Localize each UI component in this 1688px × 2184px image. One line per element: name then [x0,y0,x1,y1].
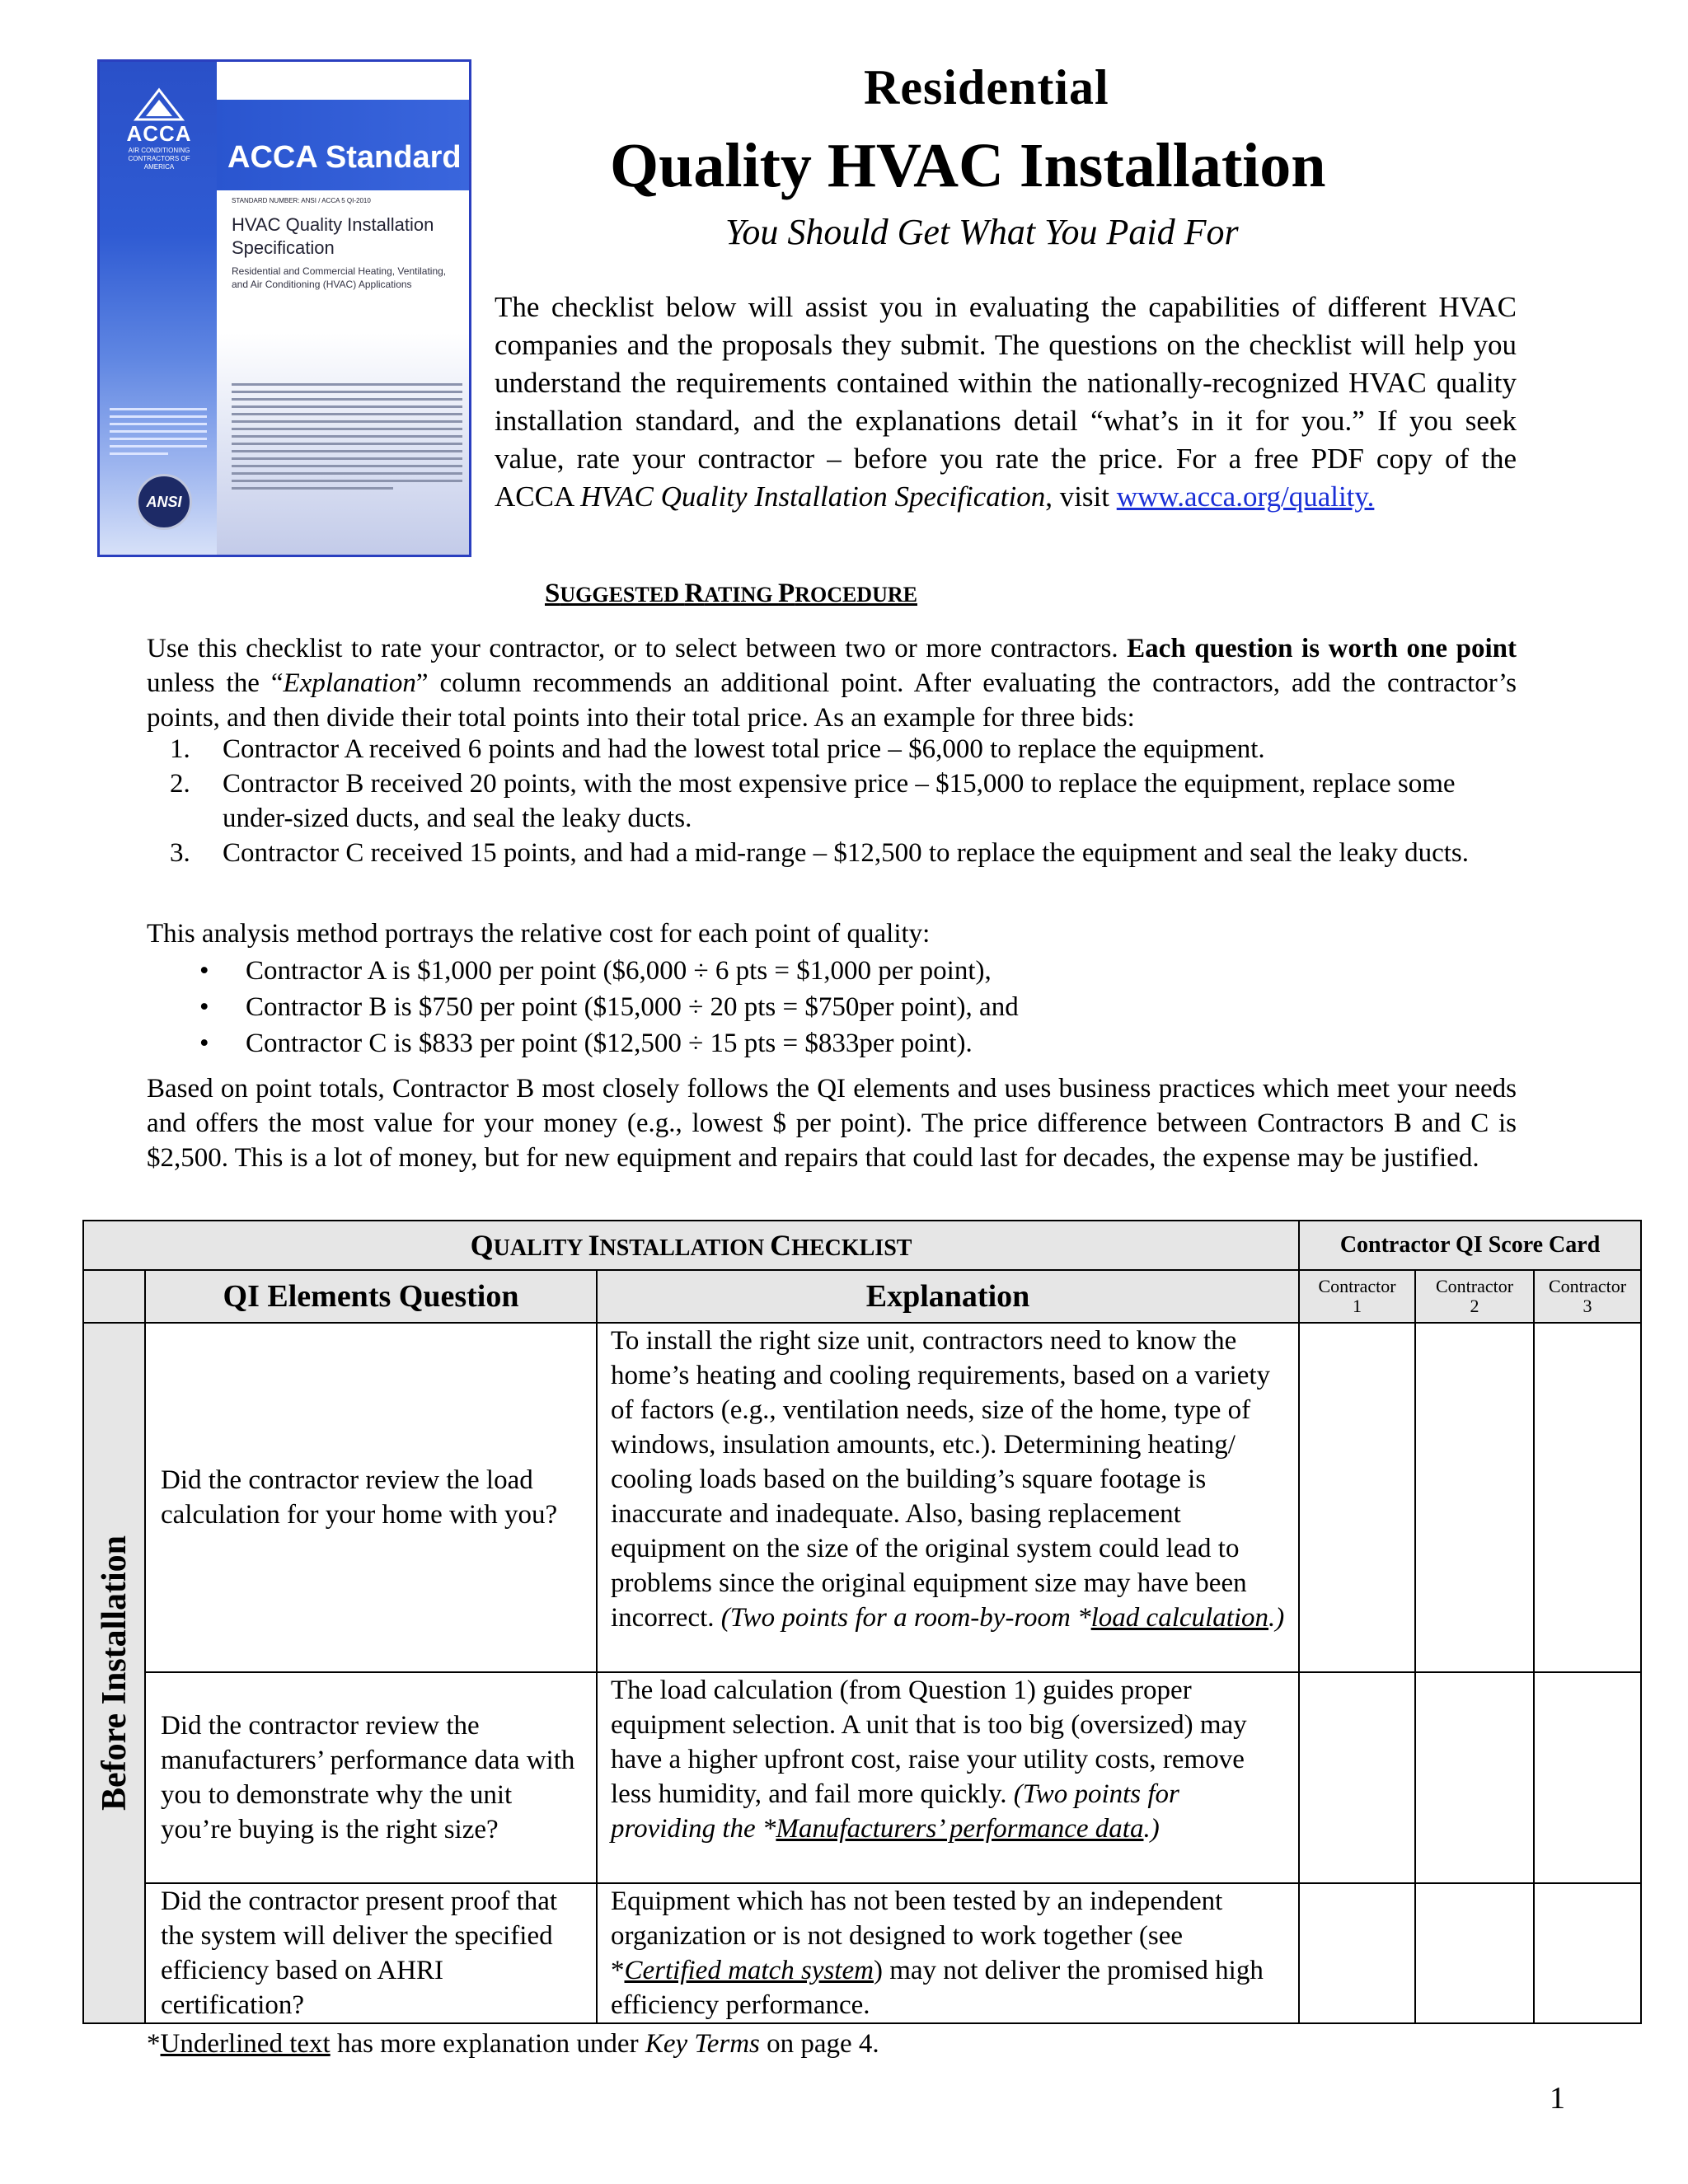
acca-logo [124,85,194,184]
key-term-link[interactable]: load calculation [1090,1603,1269,1633]
key-term-link[interactable]: Manufacturers’ performance data [776,1814,1144,1844]
rating-instructions [147,631,1517,735]
points-note [721,1603,1285,1633]
rating-bold: Each question is worth one point [1127,634,1517,663]
contractor-number: 2 [1470,1296,1479,1316]
rating-italic: Explanation [283,668,416,698]
checklist-title [83,1221,1299,1270]
list-text: Contractor B received 20 points, with the most expensive price – $15,000 to replace the equipment, replace some under-sized ducts, and seal the leaky ducts. [223,769,1456,833]
score-cell-contractor-3[interactable] [1534,1672,1641,1883]
rating-text-part: Use this checklist to rate your contractor, or to select between two or more contractors. [147,634,1128,663]
heading-part: UGGESTED [560,583,685,607]
score-cell-contractor-3[interactable] [1534,1883,1641,2023]
standard-cover-image [97,59,496,557]
heading-part: ROCEDURE [795,583,917,607]
cost-per-point-list [147,953,1019,1062]
footnote-text: on page 4. [759,2029,879,2059]
column-header-question: QI Elements Question [145,1270,597,1323]
title-initial: I [588,1229,600,1262]
cover-org-name: ACCA [126,121,192,146]
cover-applications: Residential and Commercial Heating, Ventilating, and Air Conditioning (HVAC) Applications [232,265,447,290]
heading-part: ATING [704,583,779,607]
intro-visit: , visit [1045,480,1117,513]
footnote-italic: Key Terms [645,2029,760,2059]
score-card-title: Contractor QI Score Card [1299,1221,1641,1270]
note-text: (Two points for providing the * [611,1779,1179,1844]
procedure-heading [0,579,1462,609]
column-header-contractor-1 [1299,1270,1415,1323]
footnote [147,2029,879,2060]
footnote-underlined: Underlined text [160,2029,331,2059]
spec-title: HVAC Quality Installation Specification [580,480,1046,513]
phase-before-installation [83,1323,145,2023]
key-term-link[interactable]: Certified match system [624,1956,874,1985]
list-text: Contractor C received 15 points, and had a mid-range – $12,500 to replace the equipment and seal the leaky ducts. [223,838,1470,868]
score-cell-contractor-1[interactable] [1299,1323,1415,1672]
list-item [147,732,1517,766]
column-header-contractor-3 [1534,1270,1641,1323]
acca-logo-icon [134,88,184,121]
cover-standard-text: ACCA Standard [227,140,462,175]
explanation-text: The load calculation (from Question 1) guides proper equipment selection. A unit that is too big (oversized) may have a higher upfront cost, raise your utility costs, remove less humidity, and fail more quickly. [611,1675,1247,1809]
column-header-contractor-2 [1415,1270,1534,1323]
contractor-example-list [147,732,1517,870]
contractor-number: 1 [1353,1296,1362,1316]
cover-fine-print [232,383,462,565]
list-item: • Contractor B is $750 per point ($15,000 ÷ 20 pts = $750per point), and [147,989,1019,1025]
heading-initial: R [684,579,705,608]
acca-quality-link[interactable]: www.acca.org/quality. [1116,480,1375,513]
page-kicker: Residential [864,60,1109,115]
table-row [83,1672,1641,1883]
note-text: .) [1143,1814,1160,1844]
explanation-cell [597,1323,1299,1672]
rating-text-part: unless the “ [147,668,284,698]
cover-standard-label [227,128,495,181]
page-tagline: You Should Get What You Paid For [725,212,1239,252]
cover-org-full: AIR CONDITIONING CONTRACTORS OF AMERICA [128,147,190,171]
intro-paragraph [495,288,1517,516]
explanation-text: Equipment which has not been tested by an independent organization or is not designed to work together (see * [611,1886,1223,1985]
page-number: 1 [1550,2081,1565,2116]
explanation-text: To install the right size unit, contractors need to know the home’s heating and cooling requirements, based on a variety of factors (e.g., ventilation needs, size of the home, type of windows, insulation amounts, etc.). Determining heating/ cooling loads based on the building’s square footage is inaccurate and inadequate. Also, basing replacement equipment on the size of the original system could lead to problems since the original equipment size may have been incorrect. [611,1326,1271,1633]
score-cell-contractor-1[interactable] [1299,1883,1415,2023]
column-header-explanation: Explanation [597,1270,1299,1323]
question-cell: Did the contractor review the manufacturers’ performance data with you to demonstrate why the unit you’re buying is the right size? [145,1672,597,1883]
heading-initial: P [778,579,795,608]
score-cell-contractor-3[interactable] [1534,1323,1641,1672]
list-item [147,836,1517,870]
footnote-text: has more explanation under [330,2029,645,2059]
table-row [83,1323,1641,1672]
title-initial: C [770,1229,792,1262]
page-title: Quality HVAC Installation [610,131,1326,200]
quality-installation-checklist [82,1220,1642,2024]
title-initial: Q [470,1229,494,1262]
table-row [83,1883,1641,2023]
conclusion-paragraph: Based on point totals, Contractor B most closely follows the QI elements and uses business practices which meet your needs and offers the most value for your money (e.g., lowest $ per point). The price difference between Contractors B and C is $2,500. This is a lot of money, but for new equipment and repairs that could last for decades, the expense may be justified. [147,1074,1517,1173]
list-number: 1. [170,734,190,764]
contractor-label: Contractor [1318,1276,1396,1296]
intro-text: The checklist below will assist you in evaluating the capabilities of different HVAC companies and the proposals they submit. The questions on the checklist will help you understand the requirements contained within the nationally-recognized HVAC quality installation standard, and the explanations detail “what’s in it for you.” If you seek value, rate your contractor – before you rate the price. For a free PDF copy of the ACCA [495,291,1517,513]
list-number: 3. [170,838,190,868]
score-cell-contractor-2[interactable] [1415,1883,1534,2023]
cover-standard-id: STANDARD NUMBER: ANSI / ACCA 5 QI-2010 [232,197,371,204]
list-number: 2. [170,769,190,799]
list-item: • Contractor A is $1,000 per point ($6,000 ÷ 6 pts = $1,000 per point), [147,953,1019,989]
footnote-star: * [147,2029,161,2059]
contractor-label: Contractor [1549,1276,1627,1296]
cover-side-fine-print [110,408,207,460]
title-part: NSTALLATION [599,1235,771,1261]
score-cell-contractor-2[interactable] [1415,1323,1534,1672]
title-part: UALITY [493,1235,588,1261]
contractor-label: Contractor [1435,1276,1514,1296]
score-cell-contractor-2[interactable] [1415,1672,1534,1883]
heading-initial: S [545,579,560,608]
cover-standard-number: 5 [470,129,496,180]
note-text: (Two points for a room-by-room * [720,1603,1091,1633]
phase-header-blank [83,1270,145,1323]
phase-label: Before Installation [95,1535,134,1811]
list-item [147,766,1517,836]
contractor-number: 3 [1582,1296,1592,1316]
explanation-cell [597,1883,1299,2023]
score-cell-contractor-1[interactable] [1299,1672,1415,1883]
list-item: • Contractor C is $833 per point ($12,500 ÷ 15 pts = $833per point). [147,1025,1019,1062]
analysis-intro: This analysis method portrays the relative cost for each point of quality: [147,919,931,949]
rating-text-part: ” column recommends an additional point. After evaluating the contractors, add the contractor’s points, and then divide their total points into their total price. As an example for three bids: [147,668,1517,733]
title-part: HECKLIST [791,1235,912,1261]
explanation-text: ) may not deliver the promised high efficiency performance. [611,1956,1264,2020]
explanation-cell [597,1672,1299,1883]
cover-title: HVAC Quality Installation Specification [232,214,434,258]
list-text: Contractor A received 6 points and had the lowest total price – $6,000 to replace the equipment. [223,734,1265,764]
question-cell: Did the contractor review the load calculation for your home with you? [145,1323,597,1672]
question-cell: Did the contractor present proof that the system will deliver the specified efficiency based on AHRI certification? [145,1883,597,2023]
note-text: .) [1268,1603,1285,1633]
ansi-logo: ANSI [136,474,192,530]
